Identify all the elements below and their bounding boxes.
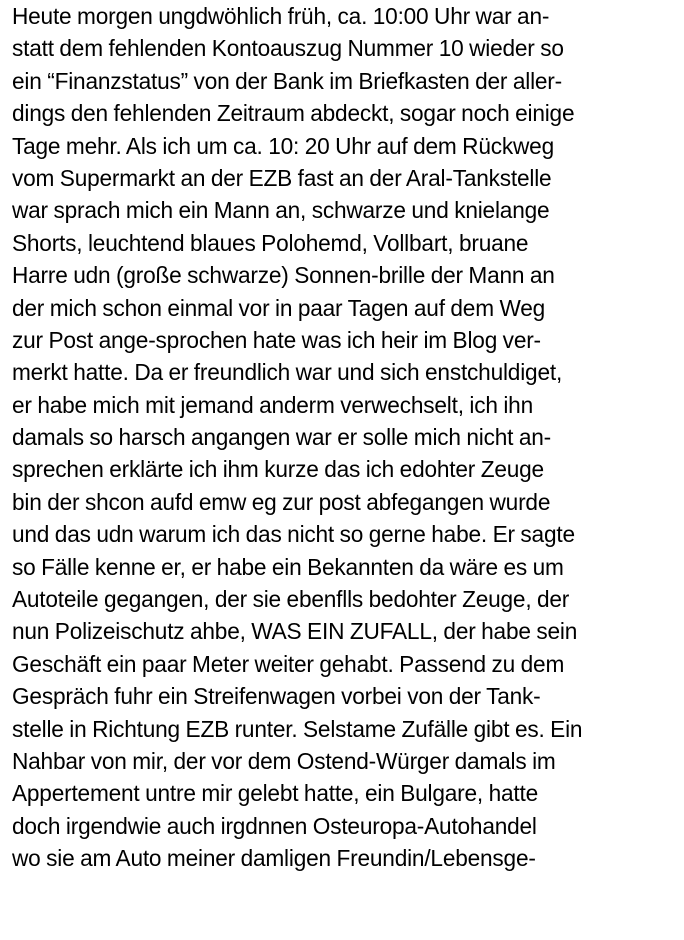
- text-line: bin der shcon aufd emw eg zur post abfegangen wurde: [12, 488, 551, 515]
- document-page: [12, 0, 680, 940]
- text-line: statt dem fehlenden Kontoauszug Nummer 10 wieder so: [12, 35, 564, 62]
- text-line: zur Post ange-sprochen hate was ich heir im Blog ver-: [12, 326, 541, 353]
- text-line: Appertement untre mir gelebt hatte, ein Bulgare, hatte: [12, 780, 538, 807]
- text-line: nun Polizeischutz ahbe, WAS EIN ZUFALL, der habe sein: [12, 618, 578, 645]
- text-line: wo sie am Auto meiner damligen Freundin/Lebensge-: [12, 845, 536, 872]
- text-line: ein “Finanzstatus” von der Bank im Briefkasten der aller-: [12, 67, 562, 94]
- text-line: so Fälle kenne er, er habe ein Bekannten da wäre es um: [12, 553, 564, 580]
- text-line: Geschäft ein paar Meter weiter gehabt. Passend zu dem: [12, 650, 565, 677]
- text-line: merkt hatte. Da er freundlich war und sich enstchuldiget,: [12, 359, 563, 386]
- text-line: der mich schon einmal vor in paar Tagen auf dem Weg: [12, 294, 546, 321]
- text-line: er habe mich mit jemand anderm verwechselt, ich ihn: [12, 391, 533, 418]
- text-line: stelle in Richtung EZB runter. Selstame Zufälle gibt es. Ein: [12, 715, 583, 742]
- text-line: dings den fehlenden Zeitraum abdeckt, sogar noch einige: [12, 100, 575, 127]
- text-line: Heute morgen ungdwöhlich früh, ca. 10:00 Uhr war an-: [12, 3, 550, 29]
- text-line: Shorts, leuchtend blaues Polohemd, Vollbart, bruane: [12, 229, 529, 256]
- text-line: doch irgendwie auch irgdnnen Osteuropa-Autohandel: [12, 812, 537, 839]
- text-line: Tage mehr. Als ich um ca. 10: 20 Uhr auf dem Rückweg: [12, 132, 554, 159]
- text-line: sprechen erklärte ich ihm kurze das ich edohter Zeuge: [12, 456, 544, 483]
- text-line: war sprach mich ein Mann an, schwarze und knielange: [12, 197, 550, 224]
- text-line: und das udn warum ich das nicht so gerne habe. Er sagte: [12, 521, 575, 548]
- text-line: Gespräch fuhr ein Streifenwagen vorbei von der Tank-: [12, 683, 541, 710]
- text-line: damals so harsch angangen war er solle mich nicht an-: [12, 424, 552, 451]
- body-text: [12, 0, 680, 875]
- text-line: Nahbar von mir, der vor dem Ostend-Würger damals im: [12, 747, 556, 774]
- text-line: Autoteile gegangen, der sie ebenflls bedohter Zeuge, der: [12, 586, 570, 613]
- text-line: Harre udn (große schwarze) Sonnen-brille der Mann an: [12, 262, 555, 289]
- text-line: vom Supermarkt an der EZB fast an der Aral-Tankstelle: [12, 164, 552, 191]
